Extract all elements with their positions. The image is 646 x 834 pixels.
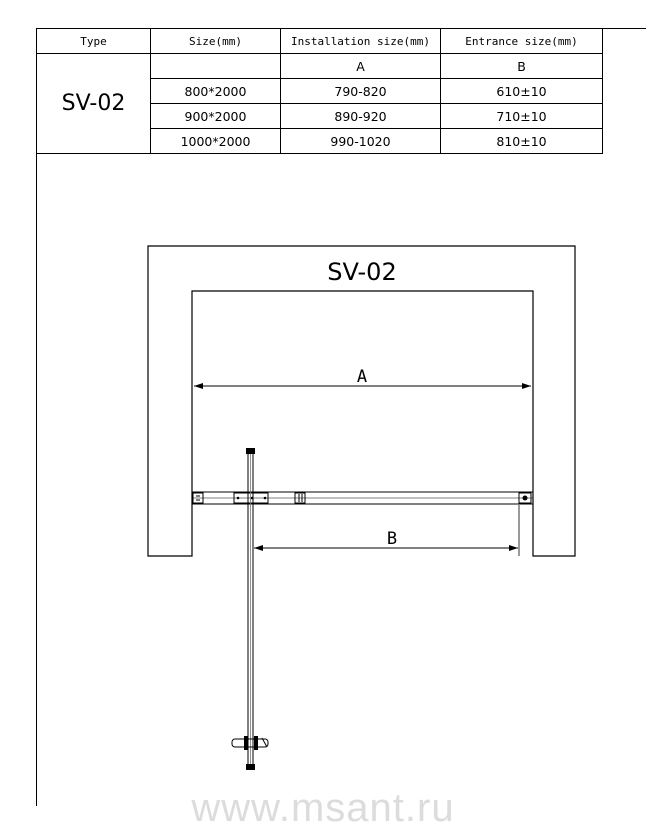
dimension-b-label: B xyxy=(386,529,398,549)
header-installation-size: Installation size(mm) xyxy=(281,29,441,54)
sliding-rail xyxy=(192,492,533,504)
installation-cell: 890-920 xyxy=(281,104,441,129)
size-cell: 800*2000 xyxy=(151,79,281,104)
size-cell: 1000*2000 xyxy=(151,129,281,154)
header-entrance-size: Entrance size(mm) xyxy=(441,29,603,54)
subheader-b: B xyxy=(441,54,603,79)
entrance-cell: 710±10 xyxy=(441,104,603,129)
door-handle xyxy=(232,736,268,750)
dimension-a xyxy=(194,367,531,389)
drawing-title: SV-02 xyxy=(327,258,397,286)
door-leaf xyxy=(246,448,255,770)
installation-cell: 990-1020 xyxy=(281,129,441,154)
dimension-a-label: A xyxy=(356,367,368,387)
subheader-a: A xyxy=(281,54,441,79)
watermark-text: www.msant.ru xyxy=(191,786,455,830)
header-type: Type xyxy=(37,29,151,54)
size-cell: 900*2000 xyxy=(151,104,281,129)
wall-outline xyxy=(148,246,575,556)
header-size: Size(mm) xyxy=(151,29,281,54)
entrance-cell: 610±10 xyxy=(441,79,603,104)
entrance-cell: 810±10 xyxy=(441,129,603,154)
dimension-b xyxy=(254,505,519,556)
type-cell: SV-02 xyxy=(37,54,151,154)
installation-cell: 790-820 xyxy=(281,79,441,104)
